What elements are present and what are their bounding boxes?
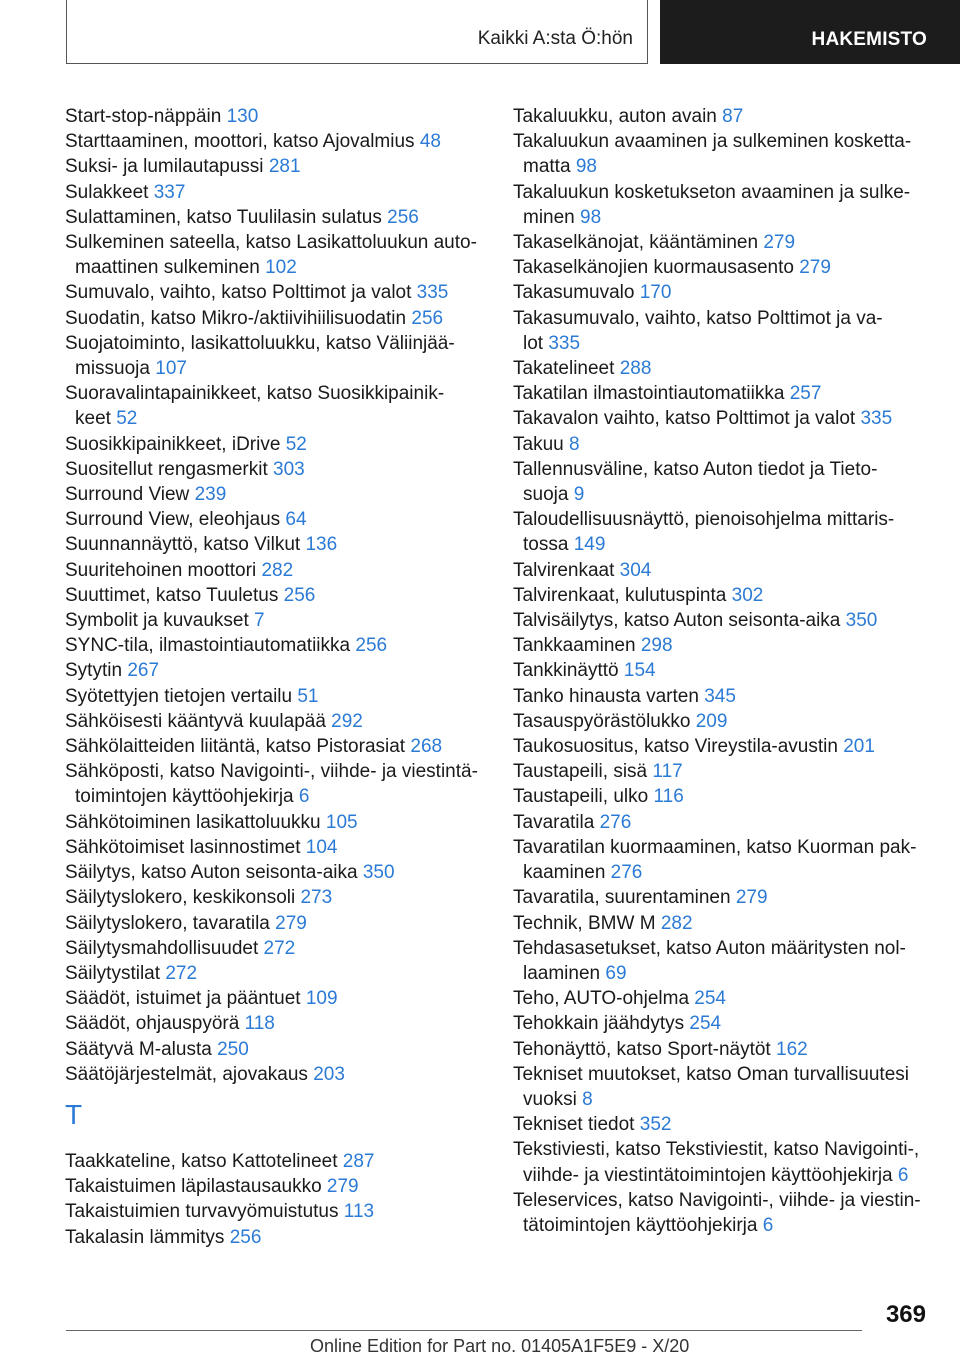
index-entry-page-link[interactable]: 298: [640, 635, 673, 657]
index-entry-page-link[interactable]: 109: [305, 988, 338, 1010]
index-entry: [65, 482, 495, 507]
index-entry-text: Suuritehoinen moottori: [65, 559, 257, 581]
index-entry-text: Takaluukun avaaminen ja sulkeminen kosketta-: [513, 131, 912, 153]
index-entry-page-link[interactable]: 8: [568, 433, 580, 455]
index-entry: [65, 1062, 495, 1087]
index-entry-text: Säädöt, istuimet ja pääntuet: [65, 988, 301, 1010]
index-entry: [65, 1199, 495, 1224]
index-entry-text: Sähkötoiminen lasikattoluukku: [65, 811, 321, 833]
index-entry-text: Tankkinäyttö: [513, 660, 619, 682]
index-entry-page-link[interactable]: 52: [285, 433, 307, 455]
index-entry-page-link[interactable]: 102: [265, 257, 297, 279]
index-entry-text: Talvirenkaat: [513, 559, 615, 581]
index-entry-text: Suuttimet, katso Tuuletus: [65, 584, 279, 606]
index-entry: [513, 658, 933, 683]
index-entry-page-link[interactable]: 335: [860, 408, 893, 430]
index-entry-page-link[interactable]: 162: [776, 1038, 808, 1060]
index-entry-text: Tekstiviesti, katso Tekstiviestit, katso Navigointi-,: [513, 1139, 920, 1161]
index-column-right: [513, 104, 933, 1238]
index-entry-text: Taustapeili, ulko: [513, 786, 649, 808]
index-entry-text: Suositellut rengasmerkit: [65, 458, 268, 480]
index-entry: [513, 759, 933, 784]
index-entry-page-link[interactable]: 136: [305, 534, 338, 556]
index-entry-page-link[interactable]: 335: [416, 282, 449, 304]
index-entry-text: Sähkölaitteiden liitäntä, katso Pistorasiat: [65, 736, 406, 758]
index-entry-page-link[interactable]: 154: [623, 660, 656, 682]
index-entry: [513, 381, 933, 406]
index-entry: [65, 684, 495, 709]
index-entry-text: maattinen sulkeminen: [75, 257, 260, 279]
index-entry-page-link[interactable]: 282: [660, 912, 693, 934]
index-entry-text: tossa: [523, 534, 569, 556]
index-entry-text: Tehonäyttö, katso Sport-näytöt: [513, 1038, 771, 1060]
index-entry-page-link[interactable]: 254: [689, 1013, 722, 1035]
index-entry-text: Säilytys, katso Auton seisonta-aika: [65, 862, 358, 884]
index-entry-text: Säilytysmahdollisuudet: [65, 937, 259, 959]
index-entry-page-link[interactable]: 256: [387, 206, 419, 228]
index-entry: [513, 180, 933, 230]
index-entry-text: Takavalon vaihto, katso Polttimot ja valot: [513, 408, 856, 430]
index-entry: [65, 810, 495, 835]
index-entry-page-link[interactable]: 272: [165, 962, 198, 984]
index-entry-text: Takatelineet: [513, 358, 615, 380]
index-entry-page-link[interactable]: 256: [411, 307, 444, 329]
index-entry: [65, 1037, 495, 1062]
index-entry: [513, 911, 933, 936]
index-entry-text: Start-stop-näppäin: [65, 106, 222, 127]
index-entry: [513, 734, 933, 759]
index-entry-page-link[interactable]: 201: [843, 736, 875, 758]
index-entry: [513, 280, 933, 305]
index-entry-text: Säädöt, ohjauspyörä: [65, 1013, 240, 1035]
index-entry-page-link[interactable]: 257: [789, 383, 822, 405]
index-entry-page-link[interactable]: 130: [226, 106, 259, 127]
index-entry: [513, 835, 933, 885]
index-entry: [513, 936, 933, 986]
index-entry-text: Takasumuvalo, vaihto, katso Polttimot ja va-: [513, 307, 883, 329]
index-entry-text: Säilytyslokero, tavaratila: [65, 912, 270, 934]
index-entry-text: Taloudellisuusnäyttö, pienoisohjelma mittaris-: [513, 509, 895, 531]
index-entry: [65, 432, 495, 457]
index-entry-text: Suksi- ja lumilautapussi: [65, 156, 264, 178]
index-entry-page-link[interactable]: 302: [731, 584, 764, 606]
index-entry-text: Technik, BMW M: [513, 912, 656, 934]
index-entry-page-link[interactable]: 51: [297, 685, 319, 707]
index-entry-page-link[interactable]: 272: [263, 937, 296, 959]
index-entry-text: lot: [523, 332, 544, 354]
index-entry-page-link[interactable]: 107: [155, 358, 187, 380]
index-entry: [65, 608, 495, 633]
index-entry: [65, 457, 495, 482]
index-entry: [65, 306, 495, 331]
index-entry-page-link[interactable]: 118: [244, 1013, 275, 1035]
index-entry-text: Surround View, eleohjaus: [65, 509, 281, 531]
index-entry-text: Takasumuvalo: [513, 282, 635, 304]
index-list-left-t: [65, 1149, 495, 1250]
index-entry: [513, 306, 933, 356]
index-entry-text: Säilytyslokero, keskikonsoli: [65, 887, 296, 909]
index-entry-text: Sumuvalo, vaihto, katso Polttimot ja valot: [65, 282, 412, 304]
index-entry: [513, 558, 933, 583]
index-entry-text: Sulakkeet: [65, 181, 149, 203]
index-entry: [65, 507, 495, 532]
index-entry-text: Tavaratila: [513, 811, 595, 833]
index-entry-text: viihde- ja viestintätoimintojen käyttöohjekirja: [523, 1164, 893, 1186]
index-entry: [65, 230, 495, 280]
index-entry-page-link[interactable]: 350: [362, 862, 395, 884]
index-entry-page-link[interactable]: 279: [735, 887, 768, 909]
index-entry: [513, 432, 933, 457]
index-entry-text: Säätyvä M-alusta: [65, 1038, 212, 1060]
index-entry-text: Takuu: [513, 433, 564, 455]
index-entry: [65, 381, 495, 431]
index-entry-text: Takaluukun kosketukseton avaaminen ja sulke-: [513, 181, 911, 203]
index-entry-text: Säätöjärjestelmät, ajovakaus: [65, 1063, 308, 1085]
index-entry-text: minen: [523, 206, 575, 228]
index-entry: [65, 911, 495, 936]
index-entry-text: Sytytin: [65, 660, 123, 682]
index-entry-page-link[interactable]: 9: [573, 484, 585, 506]
index-entry-page-link[interactable]: 304: [619, 559, 652, 581]
index-entry-text: Takatilan ilmastointiautomatiikka: [513, 383, 785, 405]
index-entry-text: Sulkeminen sateella, katso Lasikattoluukun auto-: [65, 232, 477, 254]
index-entry: [513, 608, 933, 633]
index-entry: [513, 255, 933, 280]
index-entry-text: Taustapeili, sisä: [513, 761, 648, 783]
index-entry-text: Takaselkänojat, kääntäminen: [513, 232, 759, 254]
index-entry-page-link[interactable]: 117: [652, 761, 683, 783]
index-entry: [65, 835, 495, 860]
index-entry: [65, 961, 495, 986]
index-entry-text: Symbolit ja kuvaukset: [65, 610, 249, 632]
section-header: [660, 0, 960, 64]
index-column-left: [65, 104, 495, 1250]
section-header-label: HAKEMISTO: [811, 29, 927, 50]
index-entry-page-link[interactable]: 254: [694, 988, 726, 1010]
index-entry-page-link[interactable]: 149: [573, 534, 606, 556]
page-number: 369: [885, 1301, 926, 1328]
index-entry-text: Teleservices, katso Navigointi-, viihde- ja viestin-: [513, 1189, 921, 1211]
index-entry-text: Takaistuimien turvavyömuistutus: [65, 1201, 339, 1223]
index-entry-page-link[interactable]: 256: [355, 635, 388, 657]
index-entry-page-link[interactable]: 303: [273, 458, 305, 480]
index-entry: [65, 280, 495, 305]
index-entry-page-link[interactable]: 113: [343, 1201, 375, 1223]
footer-divider: [66, 1330, 862, 1331]
index-entry-page-link[interactable]: 116: [653, 786, 684, 808]
index-entry-text: Teho, AUTO-ohjelma: [513, 988, 690, 1010]
index-entry-page-link[interactable]: 273: [300, 887, 333, 909]
footer-edition-text: Online Edition for Part no. 01405A1F5E9 - X/20: [310, 1336, 690, 1356]
index-entry-text: suoja: [523, 484, 569, 506]
index-entry-page-link[interactable]: 8: [582, 1088, 593, 1110]
index-entry: [513, 1062, 933, 1112]
index-entry: [65, 986, 495, 1011]
index-entry-text: Suojatoiminto, lasikattoluukku, katso Väliinjää-: [65, 332, 455, 354]
index-entry-text: matta: [523, 156, 571, 178]
index-entry: [65, 583, 495, 608]
index-entry: [65, 885, 495, 910]
index-entry-page-link[interactable]: 6: [897, 1164, 909, 1186]
index-entry: [513, 784, 933, 809]
index-entry: [513, 583, 933, 608]
index-entry: [65, 532, 495, 557]
index-entry-page-link[interactable]: 282: [261, 559, 294, 581]
index-entry-page-link[interactable]: 267: [127, 660, 160, 682]
index-entry-page-link[interactable]: 337: [153, 181, 186, 203]
index-entry-text: Sähkötoimiset lasinnostimet: [65, 836, 301, 858]
index-entry: [65, 1149, 495, 1174]
index-entry-text: keet: [75, 408, 111, 430]
index-entry: [65, 1174, 495, 1199]
index-entry-page-link[interactable]: 345: [704, 685, 736, 707]
index-entry-text: Tekniset muutokset, katso Oman turvallisuutesi: [513, 1063, 910, 1085]
index-entry: [513, 1112, 933, 1137]
index-entry-page-link[interactable]: 98: [580, 206, 602, 228]
index-entry-text: Suosikkipainikkeet, iDrive: [65, 433, 281, 455]
index-entry-text: Tanko hinausta varten: [513, 685, 699, 707]
index-entry-text: laaminen: [523, 962, 601, 984]
index-entry: [513, 709, 933, 734]
index-entry: [513, 129, 933, 179]
index-entry-text: Tekniset tiedot: [513, 1114, 635, 1136]
index-entry-page-link[interactable]: 52: [116, 408, 138, 430]
index-entry-text: Takalasin lämmitys: [65, 1226, 225, 1248]
index-entry-text: tätoimintojen käyttöohjekirja: [523, 1214, 758, 1236]
index-entry: [513, 810, 933, 835]
index-entry-text: Suodatin, katso Mikro-/aktiivihiilisuodatin: [65, 307, 407, 329]
index-entry-text: Tallennusväline, katso Auton tiedot ja Tieto-: [513, 458, 878, 480]
index-entry: [65, 104, 495, 129]
index-entry-page-link[interactable]: 6: [762, 1214, 774, 1236]
index-entry-text: Suunnannäyttö, katso Vilkut: [65, 534, 301, 556]
index-entry: [65, 633, 495, 658]
index-entry-page-link[interactable]: 287: [342, 1150, 375, 1172]
index-entry: [513, 1137, 933, 1187]
index-entry-page-link[interactable]: 335: [548, 332, 581, 354]
index-entry-page-link[interactable]: 170: [639, 282, 672, 304]
index-entry: [65, 860, 495, 885]
index-entry: [513, 457, 933, 507]
index-entry-page-link[interactable]: 350: [845, 610, 878, 632]
index-entry-page-link[interactable]: 279: [799, 257, 831, 279]
index-entry-page-link[interactable]: 276: [610, 862, 643, 884]
index-entry: [65, 205, 495, 230]
index-entry-text: Tehokkain jäähdytys: [513, 1013, 685, 1035]
index-entry-text: Talvirenkaat, kulutuspinta: [513, 584, 727, 606]
index-entry-page-link[interactable]: 276: [599, 811, 632, 833]
index-entry: [65, 154, 495, 179]
index-entry-text: toimintojen käyttöohjekirja: [75, 786, 294, 808]
index-entry-page-link[interactable]: 352: [639, 1114, 672, 1136]
index-entry: [65, 1225, 495, 1250]
index-entry-text: Tehdasasetukset, katso Auton määritysten nol-: [513, 937, 906, 959]
index-entry-page-link[interactable]: 104: [305, 836, 338, 858]
index-entry: [513, 406, 933, 431]
index-entry-text: Surround View: [65, 484, 190, 506]
index-entry-text: Tavaratila, suurentaminen: [513, 887, 731, 909]
index-entry-page-link[interactable]: 239: [194, 484, 227, 506]
index-entry-text: Suoravalintapainikkeet, katso Suosikkipainik-: [65, 383, 445, 405]
index-entry: [513, 986, 933, 1011]
index-entry: [513, 633, 933, 658]
index-entry: [513, 104, 933, 129]
index-entry: [65, 658, 495, 683]
index-entry: [513, 885, 933, 910]
index-entry: [65, 709, 495, 734]
index-entry-page-link[interactable]: 279: [763, 232, 796, 254]
index-entry: [513, 1011, 933, 1036]
index-entry-page-link[interactable]: 64: [285, 509, 307, 531]
index-entry-text: Taakkateline, katso Kattotelineet: [65, 1150, 338, 1172]
index-entry-page-link[interactable]: 7: [254, 610, 265, 632]
index-entry-page-link[interactable]: 87: [722, 106, 744, 127]
index-entry-text: Takaistuimen läpilastausaukko: [65, 1176, 322, 1198]
index-entry-page-link[interactable]: 288: [619, 358, 652, 380]
index-entry-page-link[interactable]: 69: [605, 962, 627, 984]
index-entry-text: Starttaaminen, moottori, katso Ajovalmius: [65, 131, 415, 153]
index-entry-text: Tavaratilan kuormaaminen, katso Kuorman pak-: [513, 836, 917, 858]
index-entry: [65, 936, 495, 961]
index-entry-text: SYNC-tila, ilmastointiautomatiikka: [65, 635, 351, 657]
index-list-right: [513, 104, 933, 1238]
index-entry-text: Takaluukku, auton avain: [513, 106, 717, 127]
index-entry: [513, 507, 933, 557]
section-letter: T: [65, 1098, 83, 1130]
index-entry-text: Säilytystilat: [65, 962, 161, 984]
index-entry-page-link[interactable]: 105: [325, 811, 358, 833]
index-entry-page-link[interactable]: 250: [217, 1038, 249, 1060]
header-tab-label: Kaikki A:sta Ö:hön: [477, 28, 633, 49]
index-entry: [65, 129, 495, 154]
index-entry-page-link[interactable]: 256: [229, 1226, 262, 1248]
index-entry-page-link[interactable]: 279: [326, 1176, 359, 1198]
index-entry: [65, 734, 495, 759]
index-entry: [513, 684, 933, 709]
index-entry-page-link[interactable]: 6: [298, 786, 310, 808]
index-list-left-s: [65, 104, 495, 1087]
index-entry-page-link[interactable]: 256: [283, 584, 316, 606]
index-entry: [513, 1037, 933, 1062]
index-entry-text: Sähköisesti kääntyvä kuulapää: [65, 710, 326, 732]
index-entry-text: kaaminen: [523, 862, 606, 884]
index-entry-text: missuoja: [75, 358, 150, 380]
index-entry-page-link[interactable]: 281: [268, 156, 301, 178]
index-entry-text: Sähköposti, katso Navigointi-, viihde- ja viestintä-: [65, 761, 478, 783]
index-entry-page-link[interactable]: 292: [331, 710, 363, 732]
index-entry-page-link[interactable]: 268: [410, 736, 443, 758]
header-tab: [66, 0, 648, 64]
index-entry-text: Syötettyjen tietojen vertailu: [65, 685, 293, 707]
index-entry-page-link[interactable]: 48: [419, 131, 441, 153]
index-entry: [65, 759, 495, 809]
index-entry-page-link[interactable]: 203: [313, 1063, 345, 1085]
index-entry-text: Tasauspyörästölukko: [513, 710, 691, 732]
index-entry-text: Talvisäilytys, katso Auton seisonta-aika: [513, 610, 841, 632]
index-entry-text: Tankkaaminen: [513, 635, 636, 657]
index-entry: [65, 558, 495, 583]
index-entry: [513, 356, 933, 381]
index-entry: [65, 180, 495, 205]
index-entry: [65, 1011, 495, 1036]
index-entry-text: Takaselkänojien kuormausasento: [513, 257, 794, 279]
index-entry-text: Sulattaminen, katso Tuulilasin sulatus: [65, 206, 382, 228]
index-entry: [513, 230, 933, 255]
index-entry-text: vuoksi: [523, 1088, 577, 1110]
index-entry-page-link[interactable]: 98: [575, 156, 597, 178]
index-entry-page-link[interactable]: 209: [695, 710, 728, 732]
index-entry: [513, 1188, 933, 1238]
index-entry-page-link[interactable]: 279: [275, 912, 307, 934]
index-entry-text: Taukosuositus, katso Vireystila-avustin: [513, 736, 838, 758]
index-entry: [65, 331, 495, 381]
